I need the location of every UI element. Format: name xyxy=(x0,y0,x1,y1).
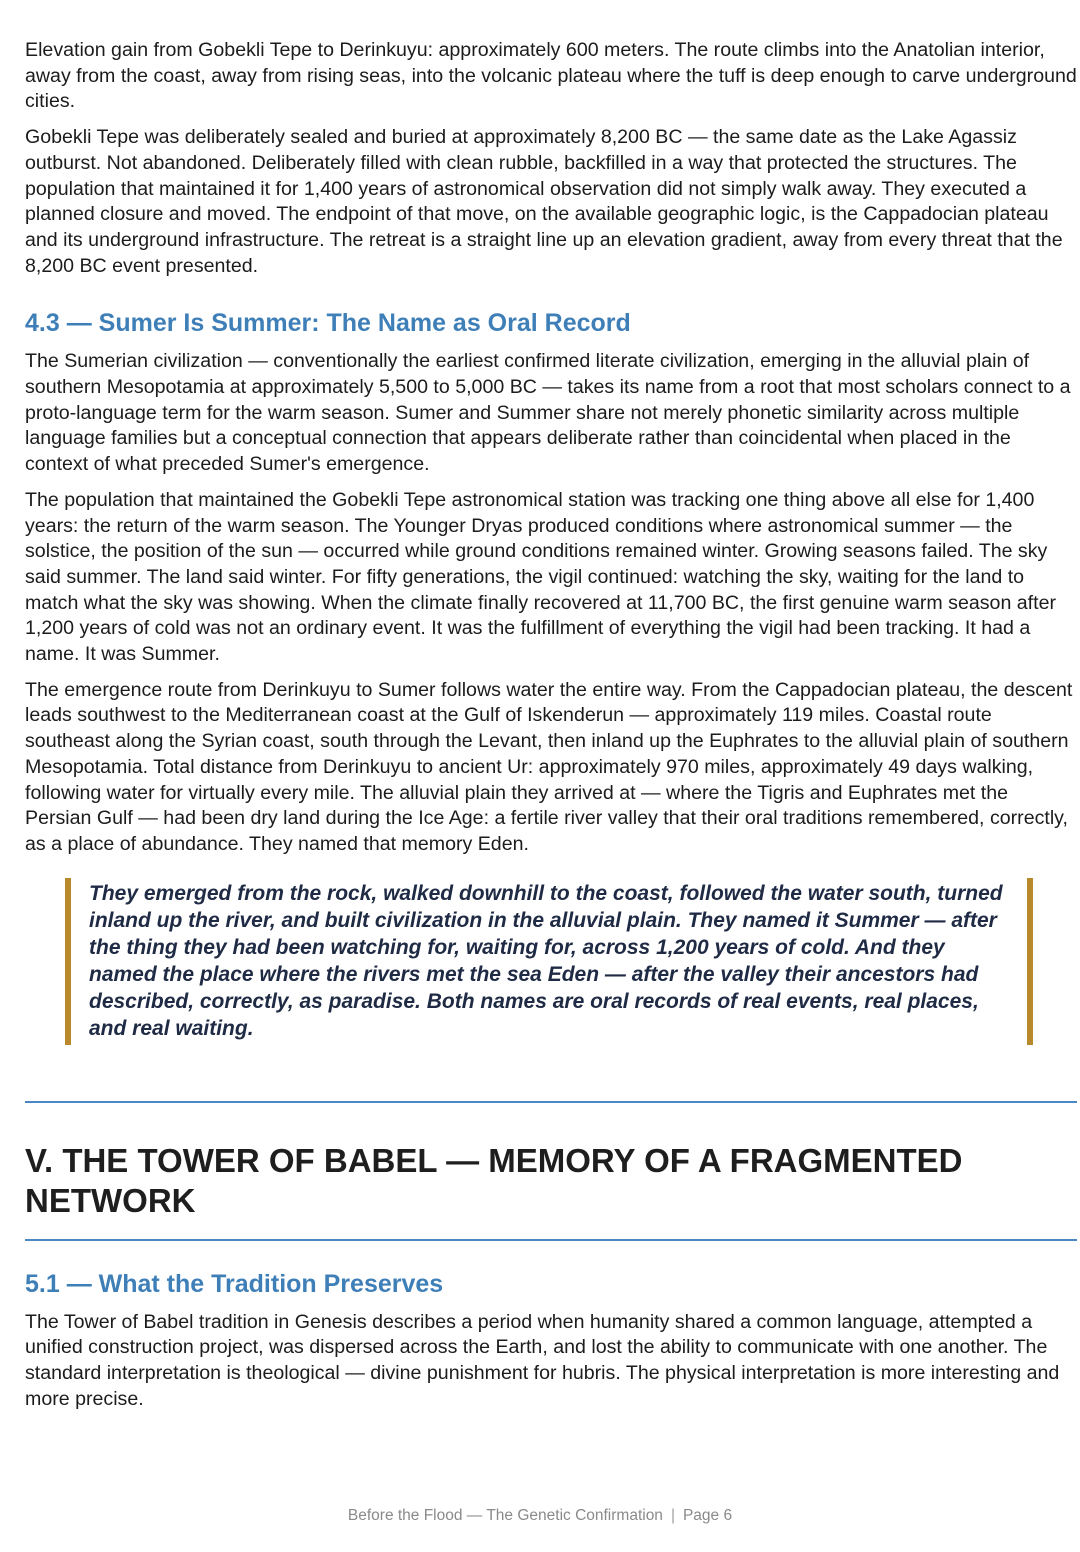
paragraph-elevation: Elevation gain from Gobekli Tepe to Derinkuyu: approximately 600 meters. The route climbs into the Anatolian interior, away from the coast, away from rising seas, into the volcanic plateau where the tuff is deep enough to carve underground cities. xyxy=(25,39,1077,113)
footer-title: Before the Flood — The Genetic Confirmation xyxy=(347,1507,663,1524)
page-footer xyxy=(0,1507,1080,1525)
section-5-title: V. THE TOWER OF BABEL — MEMORY OF A FRAGMENTED NETWORK xyxy=(25,1141,963,1219)
section-divider-bottom xyxy=(25,1239,1077,1241)
section-4-3-heading: 4.3 — Sumer Is Summer: The Name as Oral Record xyxy=(25,309,631,338)
paragraph-sumerian-civilization: The Sumerian civilization — conventionally the earliest confirmed literate civilization, emerging in the alluvial plain of southern Mesopotamia at approximately 5,500 to 5,000 BC — takes its name from a root that most scholars connect to a proto-language term for the warm season. Sumer and Summer share not merely phonetic similarity across multiple language families but a conceptual connection that appears deliberate rather than coincidental when placed in the context of what preceded Sumer's emergence. xyxy=(25,350,1071,476)
paragraph-tower-of-babel: The Tower of Babel tradition in Genesis describes a period when humanity shared a common language, attempted a unified construction project, was dispersed across the Earth, and lost the ability to communicate with one another. The standard interpretation is theological — divine punishment for hubris. The physical interpretation is more interesting and more precise. xyxy=(25,1310,1060,1410)
footer-page-number: Page 6 xyxy=(682,1507,733,1524)
section-divider-top xyxy=(25,1101,1077,1103)
document-page xyxy=(25,38,1077,1423)
footer-separator: | xyxy=(670,1507,675,1524)
section-5-1-heading: 5.1 — What the Tradition Preserves xyxy=(25,1269,444,1298)
paragraph-emergence-route: The emergence route from Derinkuyu to Sumer follows water the entire way. From the Cappadocian plateau, the descent leads southwest to the Mediterranean coast at the Gulf of Iskenderun — approximately 119 miles. Coastal route southeast along the Syrian coast, south through the Levant, then inland up the Euphrates to the alluvial plain of southern Mesopotamia. Total distance from Derinkuyu to ancient Ur: approximately 970 miles, approximately 49 days walking, following water for virtually every mile. The alluvial plain they arrived at — where the Tigris and Euphrates met the Persian Gulf — had been dry land during the Ice Age: a fertile river valley that their oral traditions remembered, correctly, as a place of abundance. They named that memory Eden. xyxy=(25,678,1073,855)
pull-quote: They emerged from the rock, walked downhill to the coast, followed the water south, turned inland up the river, and built civilization in the alluvial plain. They named it Summer — after the thing they had been watching for, waiting for, across 1,200 years of cold. And they named the place where the rivers met the sea Eden — after the valley their ancestors had described, correctly, as paradise. Both names are oral records of real events, real places, and real waiting. xyxy=(65,878,1033,1045)
paragraph-warm-season-vigil: The population that maintained the Gobekli Tepe astronomical station was tracking one thing above all else for 1,400 years: the return of the warm season. The Younger Dryas produced conditions where astronomical summer — the solstice, the position of the sun — occurred while ground conditions remained winter. Growing seasons failed. The sky said summer. The land said winter. For fifty generations, the vigil continued: watching the sky, waiting for the land to match what the sky was showing. When the climate finally recovered at 11,700 BC, the first genuine warm season after 1,200 years of cold was not an ordinary event. It was the fulfillment of everything the vigil had been tracking. It had a name. It was Summer. xyxy=(25,488,1056,666)
paragraph-gobekli-sealed: Gobekli Tepe was deliberately sealed and buried at approximately 8,200 BC — the same date as the Lake Agassiz outburst. Not abandoned. Deliberately filled with clean rubble, backfilled in a way that protected the structures. The population that maintained it for 1,400 years of astronomical observation did not simply walk away. They executed a planned closure and moved. The endpoint of that move, on the available geographic logic, is the Cappadocian plateau and its underground infrastructure. The retreat is a straight line up an elevation gradient, away from every threat that the 8,200 BC event presented. xyxy=(25,126,1063,277)
